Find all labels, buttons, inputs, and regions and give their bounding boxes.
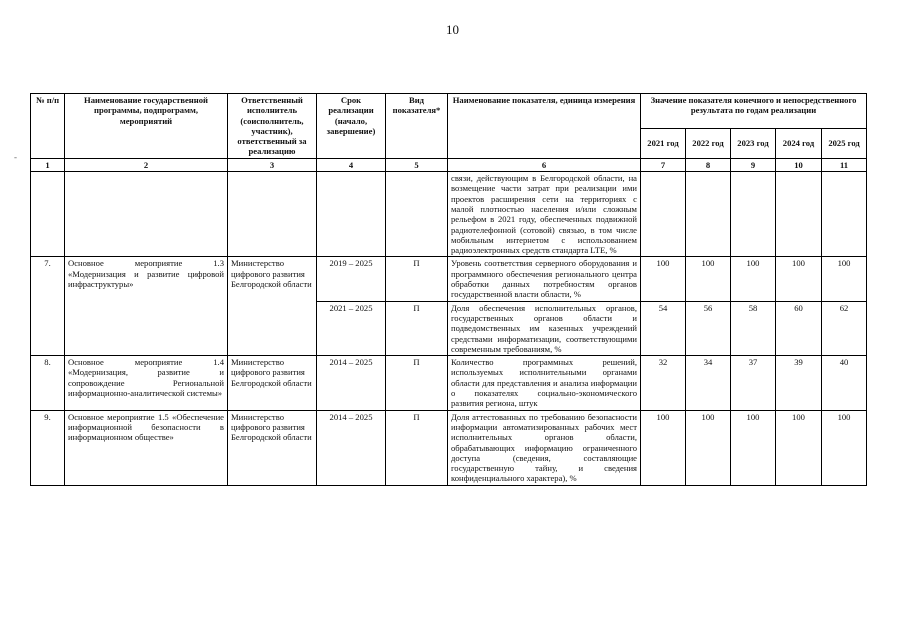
cell: [641, 172, 686, 257]
value-2023: 58: [731, 301, 776, 355]
indicator-type: П: [386, 410, 448, 485]
cell: [822, 172, 867, 257]
term: 2019 – 2025: [317, 257, 386, 301]
value-2022: 100: [686, 257, 731, 301]
header-term: Срок реализации (начало, завершение): [317, 94, 386, 159]
value-2024: 100: [776, 410, 822, 485]
term: 2021 – 2025: [317, 301, 386, 355]
program-name: Основное мероприятие 1.3 «Модернизация и развитие цифровой инфраструктуры»: [65, 257, 228, 356]
row-number: 9.: [31, 410, 65, 485]
column-number: 2: [65, 158, 228, 171]
header-program-name: Наименование государственной программы, подпрограмм, мероприятий: [65, 94, 228, 159]
value-2025: 100: [822, 257, 867, 301]
indicator-name: Доля обеспечения исполнительных органов, государственных органов области и подведомственных им казенных учреждений средствами информатизации, соответствующими современным требованиям, %: [448, 301, 641, 355]
column-number: 1: [31, 158, 65, 171]
header-row: [31, 94, 867, 129]
continuation-indicator-text: связи, действующим в Белгородской области, на возмещение части затрат при реализации ими проектов расширения сети на территориях с малой плотностью населения и/или сложным рельефом в 2021 году, обеспеченных подвижной радиотелефонной (сотовой) связью, в том числе мобильным интернетом с использованием радиоэлектронных средств стандарта LTE, %: [448, 172, 641, 257]
header-year: 2022 год: [686, 129, 731, 159]
cell: [386, 172, 448, 257]
value-2023: 100: [731, 410, 776, 485]
value-2022: 100: [686, 410, 731, 485]
indicator-name: Уровень соответствия серверного оборудования и программного обеспечения регионального центра обработки данных потребностям органов государственной власти области, %: [448, 257, 641, 301]
column-number: 5: [386, 158, 448, 171]
value-2023: 100: [731, 257, 776, 301]
value-2025: 40: [822, 356, 867, 410]
column-number: 9: [731, 158, 776, 171]
header-executor: Ответственный исполнитель (соисполнитель, участник), ответственный за реализацию: [228, 94, 317, 159]
executor-name: Министерство цифрового развития Белгородской области: [228, 410, 317, 485]
header-indicator-type: Вид показателя*: [386, 94, 448, 159]
margin-mark: -: [14, 152, 17, 162]
header-year: 2024 год: [776, 129, 822, 159]
term: 2014 – 2025: [317, 356, 386, 410]
term: 2014 – 2025: [317, 410, 386, 485]
value-2021: 32: [641, 356, 686, 410]
executor-name: Министерство цифрового развития Белгородской области: [228, 356, 317, 410]
header-year: 2025 год: [822, 129, 867, 159]
row-number: 7.: [31, 257, 65, 356]
table-row: [31, 356, 867, 410]
value-2023: 37: [731, 356, 776, 410]
cell: [317, 172, 386, 257]
cell: [776, 172, 822, 257]
column-number: 4: [317, 158, 386, 171]
program-name: Основное мероприятие 1.4 «Модернизация, развитие и сопровождение Региональной информационно-аналитической системы»: [65, 356, 228, 410]
cell: [686, 172, 731, 257]
header-num: № п/п: [31, 94, 65, 159]
cell: [31, 172, 65, 257]
cell: [731, 172, 776, 257]
column-number: 7: [641, 158, 686, 171]
column-number: 3: [228, 158, 317, 171]
header-year: 2021 год: [641, 129, 686, 159]
table-row: [31, 410, 867, 485]
value-2021: 100: [641, 257, 686, 301]
value-2024: 60: [776, 301, 822, 355]
table-row: [31, 172, 867, 257]
value-2025: 100: [822, 410, 867, 485]
row-number: 8.: [31, 356, 65, 410]
value-2021: 100: [641, 410, 686, 485]
indicator-type: П: [386, 301, 448, 355]
cell: [228, 172, 317, 257]
executor-name: Министерство цифрового развития Белгородской области: [228, 257, 317, 356]
header-indicator-name: Наименование показателя, единица измерения: [448, 94, 641, 159]
column-number: 11: [822, 158, 867, 171]
indicator-name: Количество программных решений, используемых исполнительными органами области для представления и анализа информации о показателях социально-экономического развития региона, штук: [448, 356, 641, 410]
indicator-name: Доля аттестованных по требованию безопасности информации автоматизированных рабочих мест исполнительных органов области, обрабатывающих информацию ограниченного доступа (сведения, составляющие государственную тайну, и сведения конфиденциального характера), %: [448, 410, 641, 485]
column-number: 6: [448, 158, 641, 171]
table-row: [31, 257, 867, 301]
program-name: Основное мероприятие 1.5 «Обеспечение информационной безопасности в информационном обществе»: [65, 410, 228, 485]
value-2022: 34: [686, 356, 731, 410]
indicator-type: П: [386, 356, 448, 410]
page-number: 10: [446, 22, 459, 37]
column-number: 8: [686, 158, 731, 171]
value-2024: 39: [776, 356, 822, 410]
column-number: 10: [776, 158, 822, 171]
value-2021: 54: [641, 301, 686, 355]
indicator-type: П: [386, 257, 448, 301]
value-2025: 62: [822, 301, 867, 355]
value-2024: 100: [776, 257, 822, 301]
header-year: 2023 год: [731, 129, 776, 159]
indicators-table: [30, 93, 867, 486]
value-2022: 56: [686, 301, 731, 355]
column-numbers-row: [31, 158, 867, 171]
header-values-group: Значение показателя конечного и непосредственного результата по годам реализации: [641, 94, 867, 129]
cell: [65, 172, 228, 257]
